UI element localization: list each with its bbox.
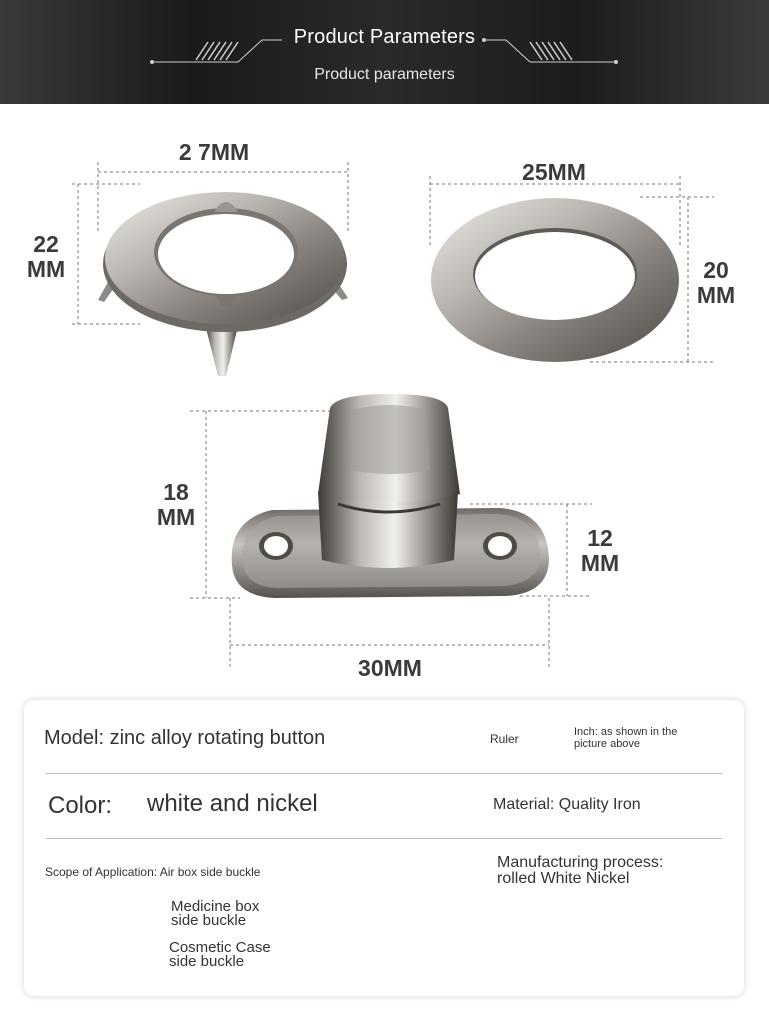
washer-height-unit: MM <box>696 282 736 308</box>
ring-height-number: 22 <box>33 231 59 257</box>
ruler-value <box>574 726 677 750</box>
model-text: Model: zinc alloy rotating button <box>44 727 326 749</box>
turn-stud-part <box>232 394 549 598</box>
base-width-label: 30MM <box>358 655 422 681</box>
scope-text: Scope of Application: Air box side buckle <box>45 865 261 879</box>
ruler-value-line1: Inch: as shown in the <box>574 726 678 738</box>
divider-2 <box>46 838 722 839</box>
material-text: Material: Quality Iron <box>493 796 641 813</box>
base-height-label <box>576 526 624 576</box>
scope-item2-line1: Medicine box <box>171 898 260 915</box>
base-height-number: 12 <box>587 525 613 551</box>
scope-item3-line2: side buckle <box>169 953 245 970</box>
ring-height-unit: MM <box>26 256 66 282</box>
color-value: white and nickel <box>147 790 318 817</box>
stud-height-number: 18 <box>163 479 189 505</box>
washer-height-label <box>692 258 740 308</box>
product-parts-illustration <box>0 104 769 694</box>
scope-item-cosmetic-case <box>169 941 271 969</box>
product-diagram <box>0 104 769 694</box>
header-decoration <box>0 0 769 104</box>
washer-height-number: 20 <box>703 257 729 283</box>
header-subtitle: Product parameters <box>314 66 455 83</box>
ruler-value-line2: picture above <box>574 738 641 750</box>
ring-width-label: 2 7MM <box>178 139 250 165</box>
stud-height-unit: MM <box>156 504 196 530</box>
process-line2: rolled White Nickel <box>497 870 630 887</box>
washer-width-label: 25MM <box>522 159 586 185</box>
color-label: Color: <box>48 792 113 819</box>
header-banner <box>0 0 769 104</box>
ruler-label: Ruler <box>490 732 519 746</box>
scope-item3-line1: Cosmetic Case <box>169 939 271 956</box>
header-title: Product Parameters <box>293 26 476 48</box>
flat-washer-part <box>431 198 679 362</box>
stud-height-label <box>152 480 200 530</box>
process-text <box>497 855 663 887</box>
divider-1 <box>46 773 722 774</box>
base-height-unit: MM <box>580 550 620 576</box>
ring-height-label <box>22 232 70 282</box>
scope-item-medicine-box <box>171 900 259 928</box>
process-line1: Manufacturing process: <box>497 854 664 871</box>
prong-ring-part <box>98 192 348 376</box>
spec-card <box>24 700 744 996</box>
scope-item2-line2: side buckle <box>171 912 247 929</box>
